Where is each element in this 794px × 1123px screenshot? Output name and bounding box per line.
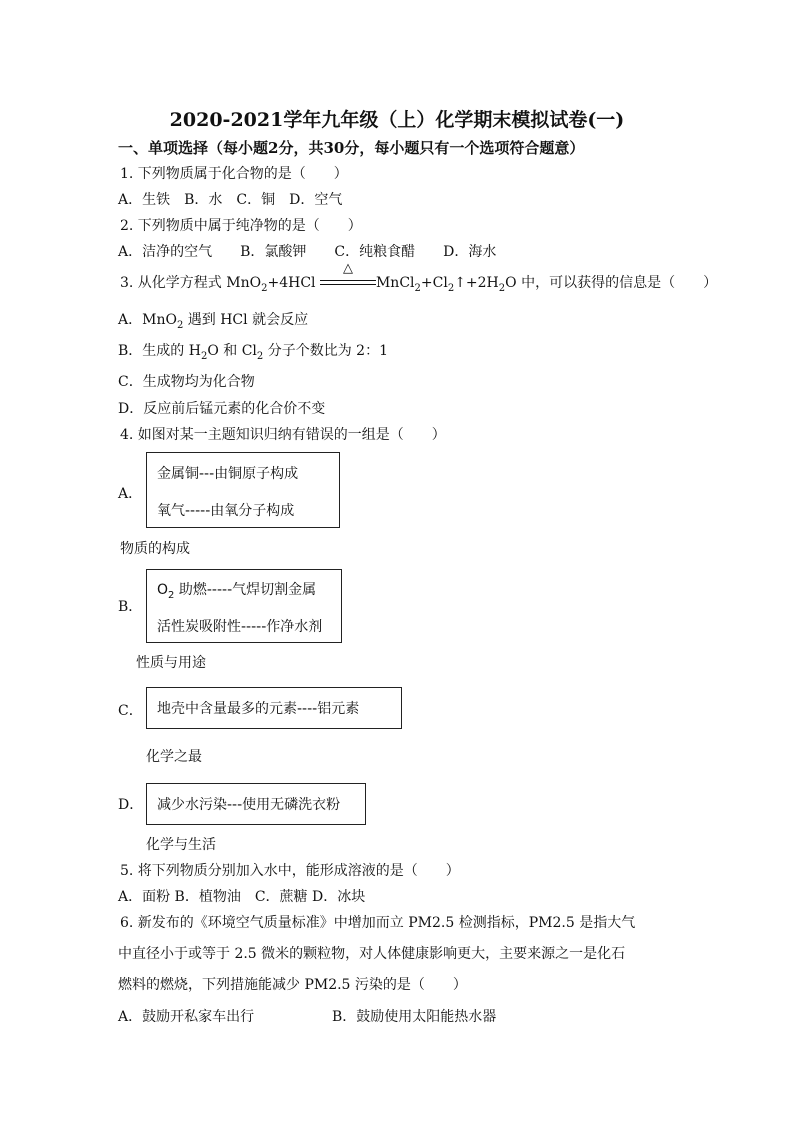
section-heading: 一、单项选择（每小题2分，共30分，每小题只有一个选项符合题意） — [118, 139, 585, 157]
q4a-line1: 金属铜---由铜原子构成 — [157, 466, 299, 482]
q4-label-d: D． — [118, 797, 144, 813]
q5-options: A．面粉 B．植物油 C．蔗糖 D．冰块 — [118, 889, 366, 905]
q3b-text-3: 分子个数比为 2：1 — [263, 343, 388, 359]
q3-sub: 2 — [414, 282, 421, 294]
q3b-sub: 2 — [256, 350, 264, 362]
q3a-text-2: 遇到 HCl 就会反应 — [183, 312, 309, 328]
q3-text-4: +Cl — [420, 275, 448, 291]
q1-options: A．生铁 B．水 C．铜 D．空气 — [118, 192, 343, 208]
q3-text-2: +4HCl — [267, 275, 316, 291]
q3-option-c: C．生成物均为化合物 — [118, 374, 255, 390]
q3-stem — [120, 261, 718, 298]
q4b-sub: 2 — [168, 589, 175, 601]
q4-box-a — [146, 452, 340, 528]
q4-stem: 4. 如图对某一主题知识归纳有错误的一组是（ ） — [120, 427, 446, 443]
q3a-sub: 2 — [176, 319, 184, 331]
q4c-line1: 地壳中含量最多的元素----铝元素 — [157, 701, 360, 717]
q3a-text: A．MnO — [118, 312, 177, 328]
q3-option-d: D．反应前后锰元素的化合价不变 — [118, 401, 326, 417]
q3-sub: 2 — [261, 282, 268, 294]
heat-symbol: △ — [342, 261, 353, 276]
q3-text-1: 3. 从化学方程式 MnO — [120, 275, 262, 291]
q3b-text-2: O 和 Cl — [207, 343, 257, 359]
q6-line1: 6. 新发布的《环境空气质量标准》中增加而立 PM2.5 检测指标，PM2.5 是指大气 — [120, 915, 636, 931]
reaction-condition — [320, 261, 376, 292]
q6-line3: 燃料的燃烧，下列措施能减少 PM2.5 污染的是（ ） — [118, 977, 467, 993]
q4-box-d — [146, 783, 366, 825]
q5-stem: 5. 将下列物质分别加入水中，能形成溶液的是（ ） — [120, 863, 460, 879]
q4a-caption: 物质的构成 — [120, 541, 190, 557]
q2-options: A．洁净的空气 B．氯酸钾 C．纯粮食醋 D．海水 — [118, 244, 497, 260]
q4b-line2: 活性炭吸附性-----作净水剂 — [157, 619, 323, 635]
q3-text-6: O 中，可以获得的信息是（ ） — [505, 275, 718, 291]
equals-sign — [320, 278, 376, 288]
q1-stem: 1. 下列物质属于化合物的是（ ） — [120, 166, 348, 182]
q4b-caption: 性质与用途 — [136, 655, 206, 671]
q3-text-3: MnCl — [375, 275, 415, 291]
q4a-line2: 氧气-----由氧分子构成 — [157, 503, 295, 519]
q3-option-a — [118, 311, 308, 335]
q6-option-a: A．鼓励开私家车出行 — [118, 1009, 255, 1025]
q3-text-5: ↑+2H — [454, 275, 499, 291]
q4d-line1: 减少水污染---使用无磷洗衣粉 — [157, 797, 341, 813]
q3b-sub: 2 — [200, 350, 208, 362]
q3b-text: B．生成的 H — [118, 343, 201, 359]
q4-label-a: A． — [118, 486, 143, 502]
q4b-line1 — [157, 579, 316, 601]
q4-label-c: C． — [118, 703, 143, 719]
q4c-caption: 化学之最 — [146, 749, 202, 765]
q4-box-b — [146, 569, 342, 643]
q3-sub: 2 — [447, 282, 455, 294]
q4d-caption: 化学与生活 — [146, 837, 216, 853]
q4b-o: O — [157, 582, 169, 598]
q4-box-c — [146, 687, 402, 729]
q6-line2: 中直径小于或等于 2.5 微米的颗粒物，对人体健康影响更大，主要来源之一是化石 — [118, 946, 626, 962]
q3-option-b — [118, 342, 388, 366]
q4b-text: 助燃-----气焊切割金属 — [174, 582, 317, 598]
q3-sub: 2 — [498, 282, 506, 294]
q2-stem: 2. 下列物质中属于纯净物的是（ ） — [120, 218, 362, 234]
exam-title: 2020-2021学年九年级（上）化学期末模拟试卷(一) — [169, 109, 625, 131]
q4-label-b: B． — [118, 599, 143, 615]
q6-option-b: B．鼓励使用太阳能热水器 — [332, 1009, 497, 1025]
